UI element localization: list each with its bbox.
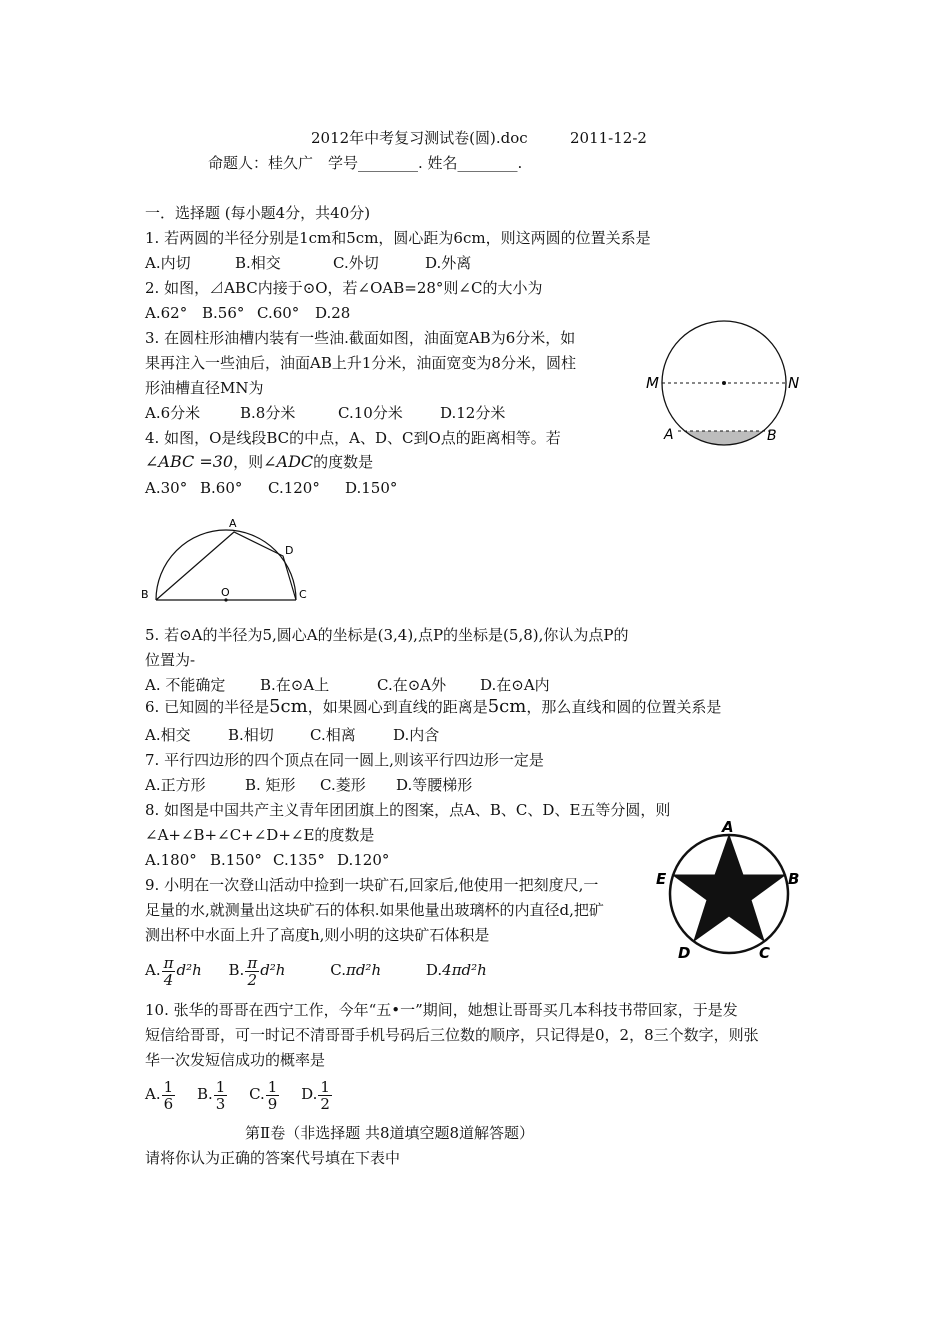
q10-stem: 华一次发短信成功的概率是	[145, 1051, 326, 1069]
q10-option-c: C. $\frac{1}{9}$	[249, 1077, 278, 1113]
q2-stem: 2. 如图，⊿ABC内接于⊙O，若∠OAB=28°则∠C的大小为	[145, 279, 543, 297]
label-b: B	[141, 588, 149, 601]
label-e: E	[656, 870, 667, 888]
q4-option: A.30°	[145, 479, 188, 497]
semicircle-figure	[138, 512, 318, 607]
q4-angle: ∠ADC	[263, 452, 314, 471]
q7-option: C.菱形	[320, 776, 366, 794]
q1-option: D.外离	[425, 254, 472, 272]
q3-option: C.10分米	[338, 404, 403, 422]
q8-stem: ∠A+∠B+∠C+∠D+∠E的度数是	[145, 826, 375, 844]
q7-option: B. 矩形	[245, 776, 296, 794]
oil-tank-figure	[640, 315, 810, 450]
label-a: A	[229, 517, 237, 530]
q4-mid: ，则	[233, 453, 264, 471]
q3-option: D.12分米	[440, 404, 506, 422]
q8-option: C.135°	[273, 851, 325, 869]
label-a: A	[664, 427, 674, 443]
label-m: M	[646, 374, 659, 392]
q1-option: A.内切	[145, 254, 191, 272]
q2-option: C.60°	[257, 304, 300, 322]
q6-stem	[145, 697, 721, 717]
label-d: D	[285, 544, 294, 557]
q7-stem: 7. 平行四边形的四个顶点在同一圆上,则该平行四边形一定是	[145, 751, 544, 769]
instruction: 请将你认为正确的答案代号填在下表中	[145, 1149, 401, 1167]
q8-option: D.120°	[337, 851, 390, 869]
label-d: D	[678, 944, 691, 962]
q5-option: A. 不能确定	[145, 676, 226, 694]
q4-option: C.120°	[268, 479, 320, 497]
q4-option: D.150°	[345, 479, 398, 497]
label-n: N	[788, 374, 800, 392]
q4-option: B.60°	[200, 479, 243, 497]
q9-option-b: B. $\frac{\pi}{2}$ d²h	[228, 953, 286, 989]
doc-title: 2012年中考复习测试卷(圆).doc	[311, 129, 528, 147]
q10-options	[145, 1076, 333, 1112]
q2-option: A.62°	[145, 304, 188, 322]
q8-stem: 8. 如图是中国共产主义青年团团旗上的图案，点A、B、C、D、E五等分圆，则	[145, 801, 671, 819]
label-b: B	[788, 870, 800, 888]
q1-stem: 1. 若两圆的半径分别是1cm和5cm，圆心距为6cm，则这两圆的位置关系是	[145, 229, 651, 247]
q9-option-d: D.4πd²h	[425, 961, 487, 979]
label-a: A	[722, 818, 734, 836]
q3-stem: 3. 在圆柱形油槽内装有一些油.截面如图，油面宽AB为6分米，如	[145, 329, 576, 347]
q6-option: D.内含	[393, 726, 440, 744]
q9-stem: 测出杯中水面上升了高度h,则小明的这块矿石体积是	[145, 926, 490, 944]
q2-option: B.56°	[202, 304, 245, 322]
section-heading: 一．选择题 (每小题4分，共40分)	[145, 204, 371, 222]
q9-stem: 足量的水,就测量出这块矿石的体积.如果他量出玻璃杯的内直径d,把矿	[145, 901, 604, 919]
q4-stem-2	[145, 452, 373, 472]
part2-heading: 第Ⅱ卷（非选择题 共8道填空题8道解答题）	[245, 1124, 535, 1142]
label-c: C	[299, 588, 307, 601]
q5-stem: 5. 若⊙A的半径为5,圆心A的坐标是(3,4),点P的坐标是(5,8),你认为点P的	[145, 626, 629, 644]
q4-tail: 的度数是	[313, 453, 374, 471]
q10-option-d: D. $\frac{1}{2}$	[301, 1077, 330, 1113]
star-figure	[652, 818, 812, 968]
q4-stem: 4. 如图，O是线段BC的中点，A、D、C到O点的距离相等。若	[145, 429, 561, 447]
q3-stem: 形油槽直径MN为	[145, 379, 264, 397]
label-b: B	[767, 428, 777, 444]
label-o: O	[221, 586, 230, 599]
q6-tail: ，那么直线和圆的位置关系是	[526, 698, 722, 716]
q6-pre: 6. 已知圆的半径是	[145, 698, 270, 716]
q6-distance: 5cm	[487, 696, 527, 717]
q9-option-c: C.πd²h	[330, 961, 382, 979]
q4-condition: ∠ABC =30	[145, 452, 234, 471]
q9-option-a: A. $\frac{\pi}{4}$ d²h	[145, 953, 202, 989]
q5-option: D.在⊙A内	[480, 676, 550, 694]
q5-stem: 位置为-	[145, 651, 196, 669]
q5-option: C.在⊙A外	[377, 676, 447, 694]
q1-option: B.相交	[235, 254, 281, 272]
q6-radius: 5cm	[269, 696, 308, 717]
label-c: C	[759, 944, 771, 962]
q5-option: B.在⊙A上	[260, 676, 330, 694]
author-line: 命题人：桂久广 学号________. 姓名________.	[208, 154, 523, 172]
q1-option: C.外切	[333, 254, 379, 272]
q8-option: A.180°	[145, 851, 197, 869]
center-dot	[722, 381, 726, 385]
q3-option: A.6分米	[145, 404, 201, 422]
q2-option: D.28	[315, 304, 351, 322]
q6-option: B.相切	[228, 726, 274, 744]
q6-mid: ，如果圆心到直线的距离是	[307, 698, 488, 716]
q10-option-b: B. $\frac{1}{3}$	[196, 1077, 226, 1113]
q3-option: B.8分米	[240, 404, 296, 422]
q9-stem: 9. 小明在一次登山活动中捡到一块矿石,回家后,他使用一把刻度尺,一	[145, 876, 599, 894]
q10-option-a: A. $\frac{1}{6}$	[145, 1077, 174, 1113]
q3-stem: 果再注入一些油后，油面AB上升1分米，油面宽变为8分米，圆柱	[145, 354, 576, 372]
doc-date: 2011-12-2	[570, 129, 647, 147]
q6-option: A.相交	[145, 726, 191, 744]
q8-option: B.150°	[210, 851, 262, 869]
q7-option: D.等腰梯形	[396, 776, 473, 794]
q7-option: A.正方形	[145, 776, 206, 794]
q10-stem: 10. 张华的哥哥在西宁工作，今年“五•一”期间，她想让哥哥买几本科技书带回家，于是发	[145, 1001, 738, 1019]
q9-options	[145, 952, 487, 988]
q10-stem: 短信给哥哥，可一时记不清哥哥手机号码后三位数的顺序，只记得是0，2，8三个数字，则张	[145, 1026, 759, 1044]
q6-option: C.相离	[310, 726, 356, 744]
